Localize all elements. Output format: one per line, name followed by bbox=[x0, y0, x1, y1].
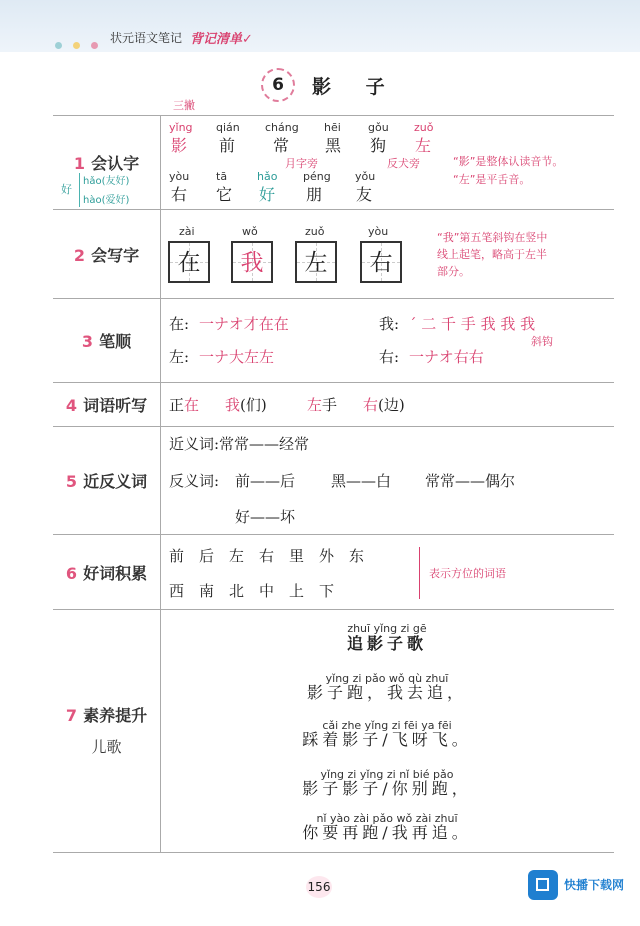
poem-line-pinyin: nǐ yào zài pǎo wǒ zài zhuī bbox=[316, 812, 458, 825]
dot-icon bbox=[73, 42, 80, 49]
synonym-line: 近义词:常常——经常 bbox=[169, 435, 310, 453]
row-label-goodwords: 6 好词积累 bbox=[65, 564, 148, 583]
row-divider bbox=[53, 209, 614, 210]
check-icon: ✓ bbox=[242, 32, 253, 47]
dot-icon bbox=[55, 42, 62, 49]
pinyin: hǎo bbox=[257, 170, 278, 183]
hanzi: 友 bbox=[356, 185, 373, 204]
row-divider bbox=[53, 426, 614, 427]
dictation-word: 左手 bbox=[307, 396, 338, 414]
goodwords-line: 西 南 北 中 上 下 bbox=[169, 582, 335, 600]
hanzi: 它 bbox=[216, 185, 233, 204]
stroke-seq-zai: 一ナオ才在在 bbox=[199, 315, 289, 333]
row-divider bbox=[53, 298, 614, 299]
notes-table bbox=[53, 99, 614, 853]
hanzi: 狗 bbox=[370, 136, 387, 155]
row-label-write: 2 会写字 bbox=[73, 246, 140, 265]
hanzi: 前 bbox=[219, 136, 236, 155]
writing-box: 右 bbox=[360, 241, 402, 283]
note-yuezipang: 月字旁 bbox=[285, 157, 318, 170]
bracket bbox=[419, 547, 420, 599]
hanzi: 左 bbox=[415, 136, 432, 155]
note-xiegou: 斜钩 bbox=[531, 335, 553, 348]
pinyin: gǒu bbox=[368, 121, 389, 134]
stroke-label-wo: 我: bbox=[379, 315, 400, 333]
bracket bbox=[79, 173, 80, 207]
pinyin: zài bbox=[179, 225, 195, 238]
row-divider bbox=[53, 534, 614, 535]
row-label-synonyms: 5 近反义词 bbox=[65, 472, 148, 491]
poem-line: 你要再跑/我再追。 bbox=[302, 823, 472, 842]
dictation-word: 我(们) bbox=[225, 396, 267, 414]
hanzi: 黑 bbox=[325, 136, 342, 155]
note-sanpie: 三撇 bbox=[173, 99, 195, 112]
brand-title bbox=[190, 28, 253, 47]
hanzi: 好 bbox=[259, 185, 276, 204]
pinyin: yǒu bbox=[355, 170, 376, 183]
pinyin: cháng bbox=[265, 121, 299, 134]
pinyin: yòu bbox=[169, 170, 190, 183]
page-number: 156 bbox=[306, 876, 332, 898]
stroke-seq-zuo: 一ナ大左左 bbox=[199, 348, 275, 366]
row-sublabel-song: 儿歌 bbox=[91, 738, 122, 756]
pinyin: zuǒ bbox=[305, 225, 325, 238]
row-label-recognize: 1 会认字 bbox=[73, 154, 140, 173]
note-fanquanpang: 反犬旁 bbox=[387, 157, 420, 170]
header-bar bbox=[0, 0, 640, 52]
poem-line-pinyin: yǐng zi pǎo wǒ qù zhuī bbox=[325, 672, 449, 685]
pinyin: tā bbox=[216, 170, 228, 183]
stroke-seq-you: 一ナオ右右 bbox=[409, 348, 484, 366]
pinyin: qián bbox=[216, 121, 240, 134]
poem-line-pinyin: cǎi zhe yǐng zi fēi ya fēi bbox=[322, 719, 452, 732]
stroke-label-zuo: 左: bbox=[169, 348, 190, 366]
decorative-dots bbox=[55, 34, 109, 53]
note-fangwei: 表示方位的词语 bbox=[429, 567, 506, 580]
series-title: 状元语文笔记 bbox=[110, 31, 183, 45]
antonym-pair: 好——坏 bbox=[235, 508, 296, 526]
goodwords-line: 前 后 左 右 里 外 东 bbox=[169, 547, 365, 565]
pinyin: péng bbox=[303, 170, 331, 183]
dictation-word: 右(边) bbox=[363, 396, 405, 414]
poem-line: 影子影子/你别跑， bbox=[302, 779, 472, 798]
writing-box: 我 bbox=[231, 241, 273, 283]
poem-title-pinyin: zhuī yǐng zi gē bbox=[347, 622, 427, 635]
pinyin: wǒ bbox=[242, 225, 258, 238]
antonym-pair: 常常——偶尔 bbox=[425, 472, 516, 490]
hao-char: 好 bbox=[61, 183, 72, 196]
note-yingzhengti: “影”是整体认读音节。 bbox=[453, 155, 564, 168]
writing-box: 左 bbox=[295, 241, 337, 283]
writing-box: 在 bbox=[168, 241, 210, 283]
watermark-logo-icon bbox=[528, 870, 558, 900]
row-divider bbox=[53, 115, 614, 116]
poem-line: 影子跑，我去追， bbox=[306, 683, 467, 702]
hanzi: 右 bbox=[171, 185, 188, 204]
pinyin: yòu bbox=[368, 225, 389, 238]
poem-line-pinyin: yǐng zi yǐng zi nǐ bié pǎo bbox=[320, 768, 454, 781]
stroke-label-zai: 在: bbox=[169, 315, 190, 333]
note-wo-xiegou: “我”第五笔斜钩在竖中线上起笔，略高于左半部分。 bbox=[437, 231, 548, 278]
brand-text: 背记清单 bbox=[190, 32, 243, 47]
hanzi: 常 bbox=[273, 136, 290, 155]
note-zuopingshe: “左”是平舌音。 bbox=[453, 173, 531, 186]
row-divider bbox=[53, 382, 614, 383]
hanzi: 朋 bbox=[306, 185, 323, 204]
antonym-label: 反义词: bbox=[169, 472, 220, 490]
antonym-pair: 前——后 bbox=[235, 472, 296, 490]
lesson-title: 影 子 bbox=[312, 76, 399, 98]
dictation-word: 正在 bbox=[169, 396, 200, 414]
lesson-number: 6 bbox=[261, 68, 295, 102]
dot-icon bbox=[91, 42, 98, 49]
stroke-seq-wo: ˊ 二 千 手 我 我 我 bbox=[409, 315, 536, 333]
row-label-literacy: 7 素养提升 儿歌 bbox=[53, 703, 160, 757]
pinyin: hēi bbox=[324, 121, 341, 134]
hanzi: 影 bbox=[171, 136, 188, 155]
pinyin: zuǒ bbox=[414, 121, 434, 134]
antonym-pair: 黑——白 bbox=[331, 472, 392, 490]
row-label-strokes: 3 笔顺 bbox=[81, 332, 132, 351]
hao-word-youhao: hǎo(友好) bbox=[83, 176, 130, 187]
hao-word-aihao: hào(爱好) bbox=[83, 195, 130, 206]
watermark-text: 快播下载网 bbox=[564, 878, 625, 892]
stroke-label-you: 右: bbox=[379, 348, 400, 366]
row-divider bbox=[53, 852, 614, 853]
row-label-dictation: 4 词语听写 bbox=[65, 396, 148, 415]
poem-title: 追影子歌 bbox=[346, 634, 427, 653]
poem-line: 踩着影子/飞呀飞。 bbox=[302, 730, 472, 749]
pinyin: yǐng bbox=[169, 121, 193, 134]
watermark bbox=[528, 870, 626, 904]
poem-block bbox=[160, 609, 614, 852]
